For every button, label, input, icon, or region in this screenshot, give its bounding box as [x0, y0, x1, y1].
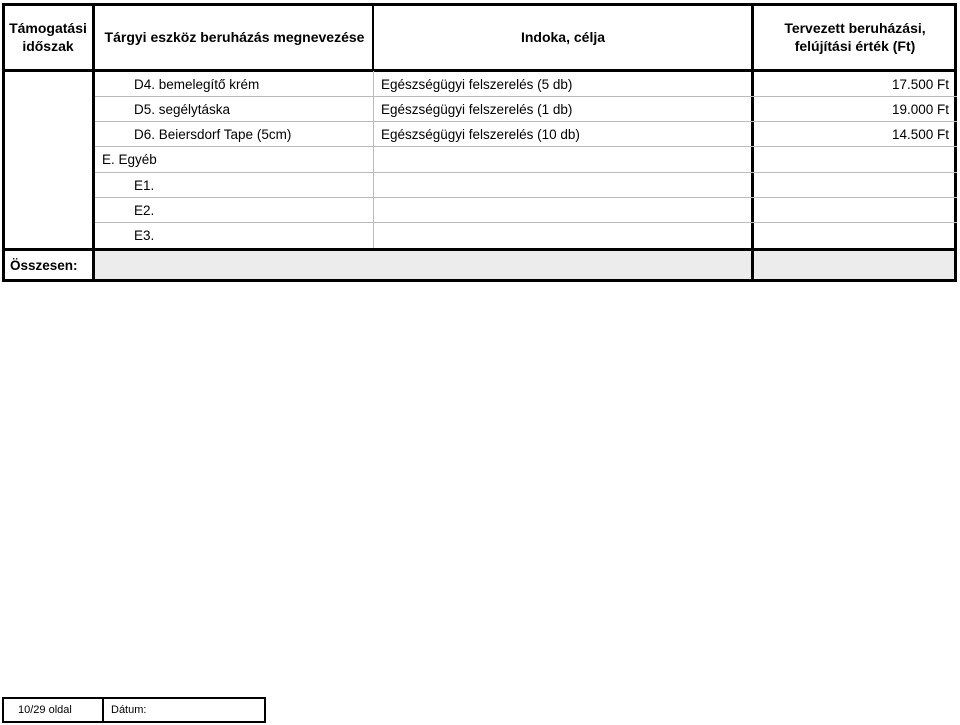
item-reason: Egészségügyi felszerelés (10 db): [381, 127, 580, 142]
item-name: E2.: [134, 203, 155, 218]
item-value: 19.000 Ft: [891, 102, 949, 117]
footer-divider: [102, 699, 104, 721]
header-period: Támogatási időszak: [9, 20, 87, 54]
date-label: Dátum:: [111, 704, 147, 716]
item-value: 17.500 Ft: [891, 77, 949, 92]
row-separator: [95, 172, 957, 173]
column-divider-reason-header: [372, 3, 374, 71]
column-divider-period: [92, 3, 95, 282]
total-name-cell: [95, 251, 751, 279]
row-separator: [95, 96, 957, 97]
header-planned-value: Tervezett beruházási, felújítási érték (Ft): [784, 20, 926, 54]
item-name: D5. segélytáska: [134, 102, 231, 117]
header-reason: Indoka, célja: [520, 29, 606, 45]
item-name: E1.: [134, 178, 155, 193]
column-divider-value: [751, 3, 754, 282]
item-reason: Egészségügyi felszerelés (5 db): [381, 77, 573, 92]
row-separator: [95, 146, 957, 147]
category-name: E. Egyéb: [102, 152, 157, 167]
page-number: 10/29 oldal: [18, 704, 72, 716]
item-value: 14.500 Ft: [891, 127, 949, 142]
row-separator: [95, 197, 957, 198]
header-item-name: Tárgyi eszköz beruházás megnevezése: [104, 29, 365, 45]
row-separator: [95, 222, 957, 223]
row-separator: [95, 121, 957, 122]
item-name: E3.: [134, 228, 155, 243]
header-divider: [2, 69, 957, 72]
item-reason: Egészségügyi felszerelés (1 db): [381, 102, 573, 117]
item-name: D4. bemelegítő krém: [134, 77, 260, 92]
total-value-cell: [754, 251, 954, 279]
item-name: D6. Beiersdorf Tape (5cm): [134, 127, 292, 142]
page-footer: [2, 697, 266, 723]
total-label: Összesen:: [10, 258, 78, 273]
